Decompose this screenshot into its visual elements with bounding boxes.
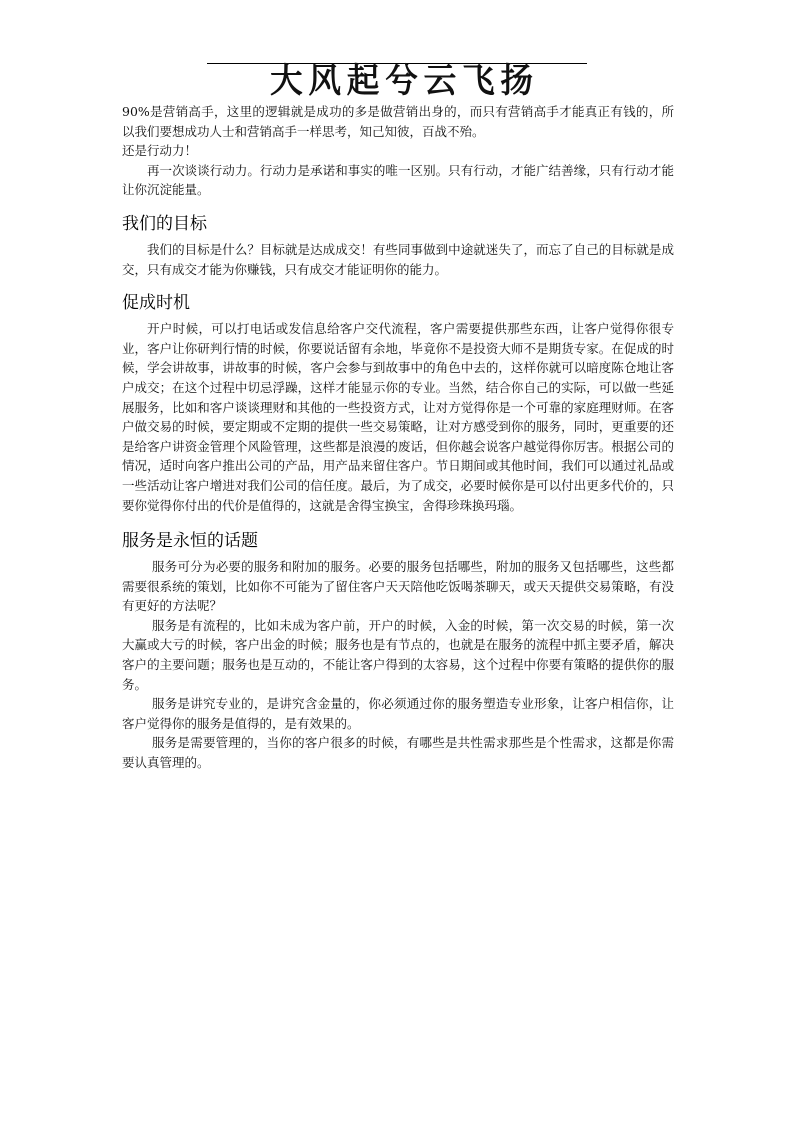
intro-paragraph-3: 再一次谈谈行动力。行动力是承诺和事实的唯一区别。只有行动，才能广结善缘，只有行动才能让你沉淀能量。 [122, 162, 674, 198]
service-paragraph-2: 服务是有流程的，比如未成为客户前，开户的时候，入金的时候，第一次交易的时候，第一次大赢或大亏的时候，客户出金的时候；服务也是有节点的，也就是在服务的流程中抓主要矛盾，解决客户的主要问题；服务也是互动的，不能让客户得到的太容易，这个过程中你要有策略的提供你的服务。 [122, 617, 674, 692]
header-banner: 大风起兮云飞扬 [270, 61, 539, 101]
service-paragraph-4: 服务是需要管理的，当你的客户很多的时候，有哪些是共性需求那些是个性需求，这都是你需要认真管理的。 [122, 735, 674, 771]
service-paragraph-1: 服务可分为必要的服务和附加的服务。必要的服务包括哪些，附加的服务又包括哪些，这些都需要很系统的策划，比如你不可能为了留住客户天天陪他吃饭喝茶聊天，或天天提供交易策略，有没有更好的方法呢？ [122, 559, 674, 614]
goal-paragraph: 我们的目标是什么？目标就是达成成交！有些同事做到中途就迷失了，而忘了自己的目标就是成交，只有成交才能为你赚钱，只有成交才能证明你的能力。 [122, 241, 674, 277]
document-body [122, 102, 674, 773]
intro-paragraph-1: 90%是营销高手，这里的逻辑就是成功的多是做营销出身的，而只有营销高手才能真正有钱的，所以我们要想成功人士和营销高手一样思考，知己知彼，百战不殆。 [122, 104, 674, 139]
section-heading-service: 服务是永恒的话题 [122, 531, 258, 552]
service-paragraph-3: 服务是讲究专业的，是讲究含金量的，你必须通过你的服务塑造专业形象，让客户相信你，让客户觉得你的服务是值得的，是有效果的。 [122, 696, 674, 731]
timing-paragraph: 开户时候，可以打电话或发信息给客户交代流程，客户需要提供那些东西，让客户觉得你很专业，客户让你研判行情的时候，你要说话留有余地，毕竟你不是投资大师不是期货专家。在促成的时候，学会讲故事，讲故事的时候，客户会参与到故事中的角色中去的，这样你就可以暗度陈仓地让客户成交；在这个过程中切忌浮躁，这样才能显示你的专业。当然，结合你自己的实际，可以做一些延展服务，比如和客户谈谈理财和其他的一些投资方式，让对方觉得你是一个可靠的家庭理财师。在客户做交易的时候，要定期或不定期的提供一些交易策略，让对方感受到你的服务，同时，更重要的还是给客户讲资金管理个风险管理，这些都是浪漫的废话，但你越会说客户越觉得你厉害。根据公司的情况，适时向客户推出公司的产品，用产品来留住客户。节日期间或其他时间，我们可以通过礼品或一些活动让客户增进对我们公司的信任度。最后，为了成交，必要时候你是可以付出更多代价的，只要你觉得你付出的代价是值得的，这就是舍得宝换宝，舍得珍珠换玛瑙。 [122, 321, 674, 513]
section-heading-goal: 我们的目标 [122, 213, 207, 234]
section-heading-timing: 促成时机 [122, 293, 190, 314]
intro-paragraph-2: 还是行动力！ [122, 143, 198, 159]
